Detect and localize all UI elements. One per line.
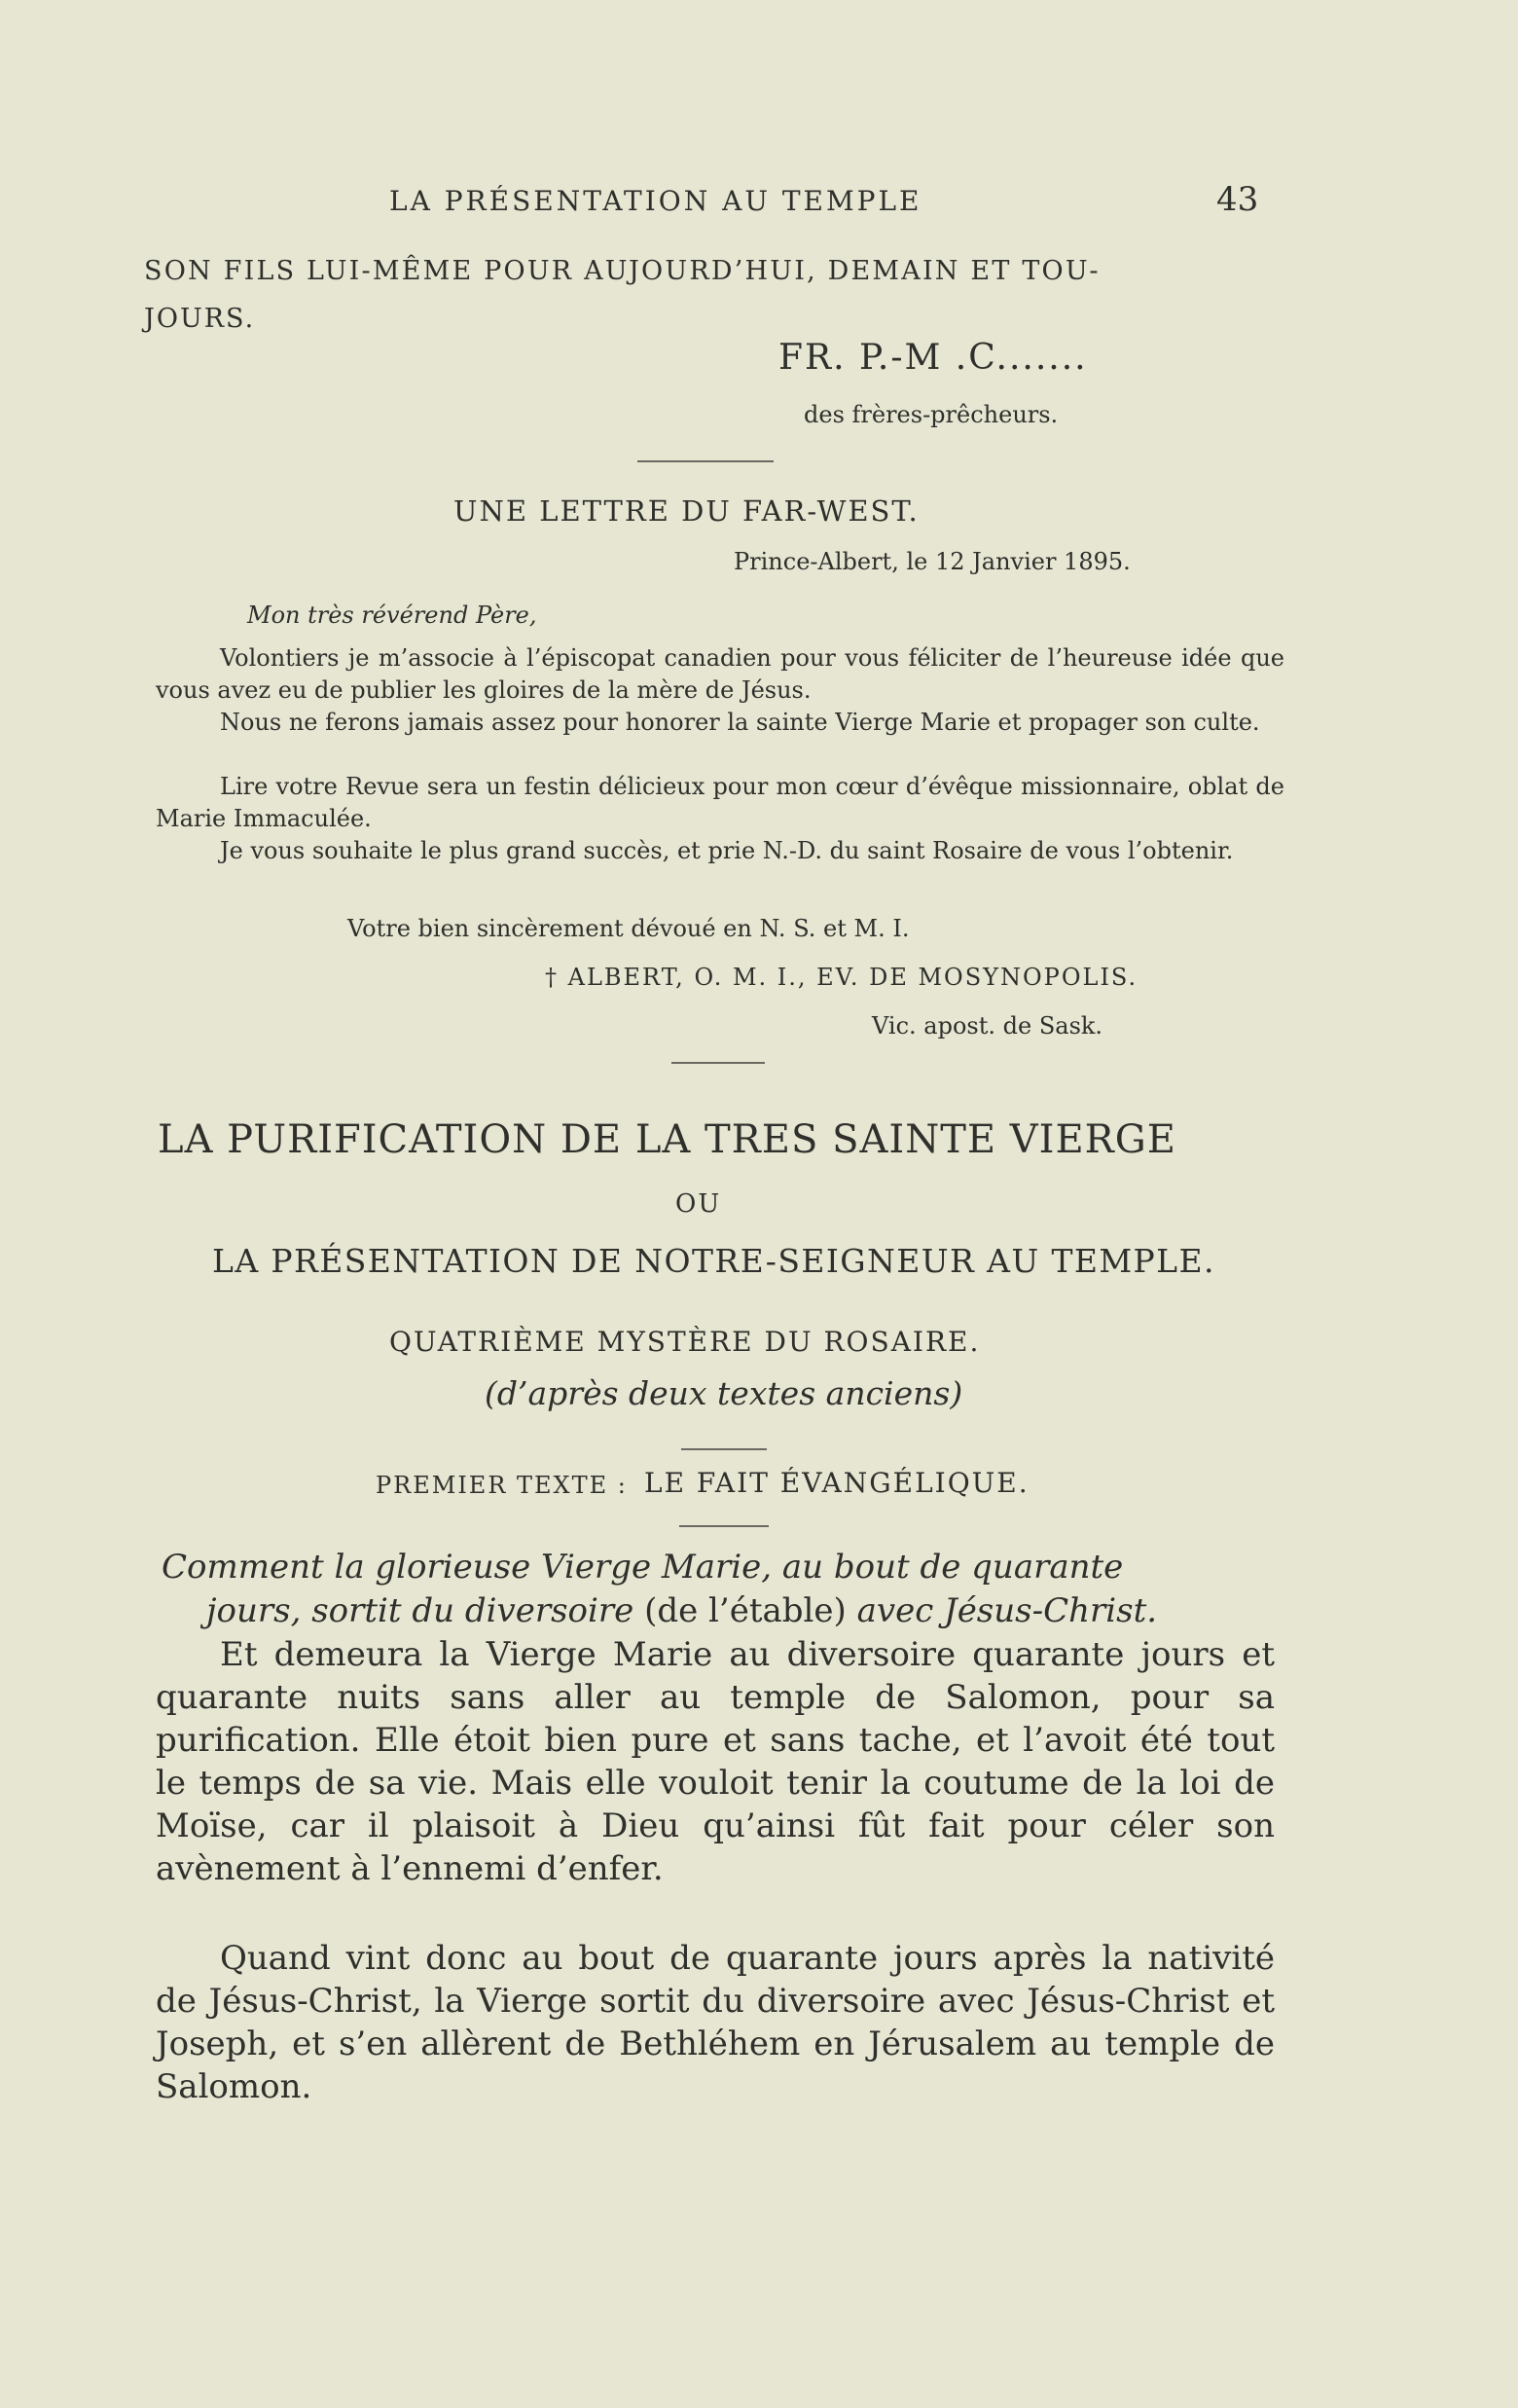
source-note: (d’après deux textes anciens)	[485, 1374, 963, 1412]
article-paragraph: Quand vint donc au bout de quarante jours après la nativité de Jésus-Christ, la Vierge sortit du diversoire avec Jésus-Christ et Joseph, et s’en allèrent de Bethléhem en Jérusalem au temple de Salomon.	[156, 1939, 1275, 2106]
letter-signer: † ALBERT, O. M. I., EV. DE MOSYNOPOLIS.	[545, 964, 1138, 991]
page-number: 43	[1216, 180, 1259, 219]
signature: FR. P.-M .C.......	[778, 338, 1088, 378]
letter-closing: Votre bien sincèrement dévoué en N. S. et M. I.	[347, 915, 910, 942]
section-title: LE FAIT ÉVANGÉLIQUE.	[644, 1467, 1030, 1499]
chapter-heading-part: jours, sortit du diversoire	[206, 1591, 634, 1630]
running-title: LA PRÉSENTATION AU TEMPLE	[389, 185, 922, 217]
chapter-heading-line-2	[206, 1591, 1157, 1630]
chapter-heading-part: (de l’étable)	[644, 1591, 847, 1630]
letter-paragraph: Je vous souhaite le plus grand succès, et prie N.-D. du saint Rosaire de vous l’obtenir.	[220, 837, 1234, 864]
chapter-heading-line-1: Comment la glorieuse Vierge Marie, au bout de quarante	[162, 1548, 1124, 1587]
article-title: LA PURIFICATION DE LA TRES SAINTE VIERGE	[158, 1117, 1176, 1162]
letter-title: UNE LETTRE DU FAR-WEST.	[453, 494, 920, 528]
letter-signer-title: Vic. apost. de Sask.	[872, 1012, 1103, 1040]
letter-paragraph: Lire votre Revue sera un festin délicieux pour mon cœur d’évêque missionnaire, oblat de Marie Immaculée.	[156, 773, 1284, 832]
mystery-title: QUATRIÈME MYSTÈRE DU ROSAIRE.	[389, 1326, 981, 1358]
section-label: PREMIER TEXTE :	[376, 1472, 628, 1499]
letter-paragraph: Volontiers je m’associe à l’épiscopat canadien pour vous féliciter de l’heureuse idée que vous avez eu de publier les gloires de la mère de Jésus.	[156, 644, 1284, 704]
divider-1	[637, 460, 774, 462]
letter-salutation: Mon très révérend Père,	[247, 602, 537, 629]
intro-line-1: SON FILS LUI-MÊME POUR AUJOURD’HUI, DEMAIN ET TOU-	[144, 256, 1101, 286]
divider-3	[681, 1448, 767, 1450]
intro-line-2: JOURS.	[144, 304, 256, 334]
article-or: OU	[675, 1189, 722, 1219]
divider-4	[679, 1525, 769, 1527]
letter-place-date: Prince-Albert, le 12 Janvier 1895.	[734, 548, 1131, 575]
chapter-heading-part: avec Jésus-Christ.	[856, 1591, 1158, 1630]
letter-paragraph: Nous ne ferons jamais assez pour honorer la sainte Vierge Marie et propager son culte.	[220, 709, 1260, 736]
signature-subtitle: des frères-prêcheurs.	[804, 401, 1059, 428]
divider-2	[671, 1062, 765, 1064]
article-paragraph: Et demeura la Vierge Marie au diversoire quarante jours et quarante nuits sans aller au temple de Salomon, pour sa purification. Elle étoit bien pure et sans tache, et l’avoit été tout le temps de sa vie. Mais elle vouloit tenir la coutume de la loi de Moïse, car il plaisoit à Dieu qu’ainsi fût fait pour céler son avènement à l’ennemi d’enfer.	[156, 1635, 1275, 1888]
article-subtitle: LA PRÉSENTATION DE NOTRE-SEIGNEUR AU TEMPLE.	[212, 1242, 1215, 1280]
